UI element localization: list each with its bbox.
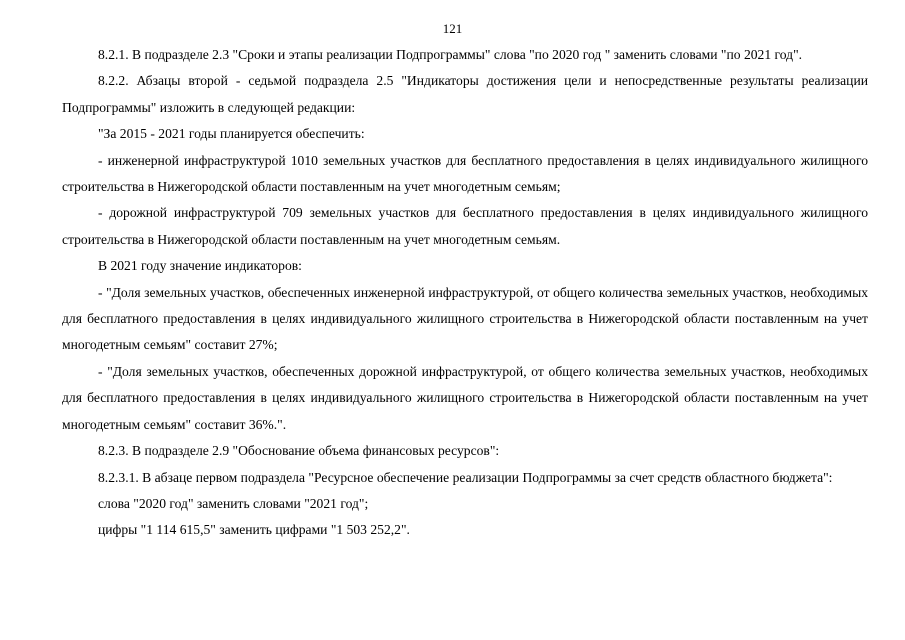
document-body xyxy=(62,42,868,544)
paragraph-plan-intro: "За 2015 - 2021 годы планируется обеспечить: xyxy=(98,126,365,142)
paragraph-indicators-2021: В 2021 году значение индикаторов: xyxy=(98,258,302,274)
paragraph-8-2-3: 8.2.3. В подразделе 2.9 "Обоснование объема финансовых ресурсов": xyxy=(98,443,500,459)
paragraph-8-2-2: 8.2.2. Абзацы второй - седьмой подраздела 2.5 "Индикаторы достижения цели и непосредственные результаты реализации Подпрограммы" изложить в следующей редакции: xyxy=(62,73,868,115)
paragraph-numbers-replace: цифры "1 114 615,5" заменить цифрами "1 503 252,2". xyxy=(98,522,410,538)
page-number: 121 xyxy=(442,21,463,36)
paragraph-engineering-infrastructure: - инженерной инфраструктурой 1010 земельных участков для бесплатного предоставления в целях индивидуального жилищного строительства в Нижегородской области поставленным на учет многодетным семьям; xyxy=(62,152,868,195)
paragraph-words-replace: слова "2020 год" заменить словами "2021 год"; xyxy=(98,495,369,511)
paragraph-indicator-road: - "Доля земельных участков, обеспеченных дорожной инфраструктурой, от общего количества земельных участков, необходимых для бесплатного предоставления в целях индивидуального жилищного строительства в Нижегородской области поставленным на учет многодетным семьям" составит 36%.". xyxy=(62,363,868,432)
paragraph-8-2-3-1: 8.2.3.1. В абзаце первом подраздела "Ресурсное обеспечение реализации Подпрограммы за счет средств областного бюджета": xyxy=(98,469,833,485)
paragraph-road-infrastructure: - дорожной инфраструктурой 709 земельных участков для бесплатного предоставления в целях индивидуального жилищного строительства в Нижегородской области поставленным на учет многодетным семьям. xyxy=(62,205,868,247)
paragraph-8-2-1: 8.2.1. В подразделе 2.3 "Сроки и этапы реализации Подпрограммы" слова "по 2020 год " заменить словами "по 2021 год". xyxy=(98,47,803,62)
paragraph-indicator-engineering: - "Доля земельных участков, обеспеченных инженерной инфраструктурой, от общего количества земельных участков, необходимых для бесплатного предоставления в целях индивидуального жилищного строительства в Нижегородской области поставленным на учет многодетным семьям" составит 27%; xyxy=(62,284,868,353)
